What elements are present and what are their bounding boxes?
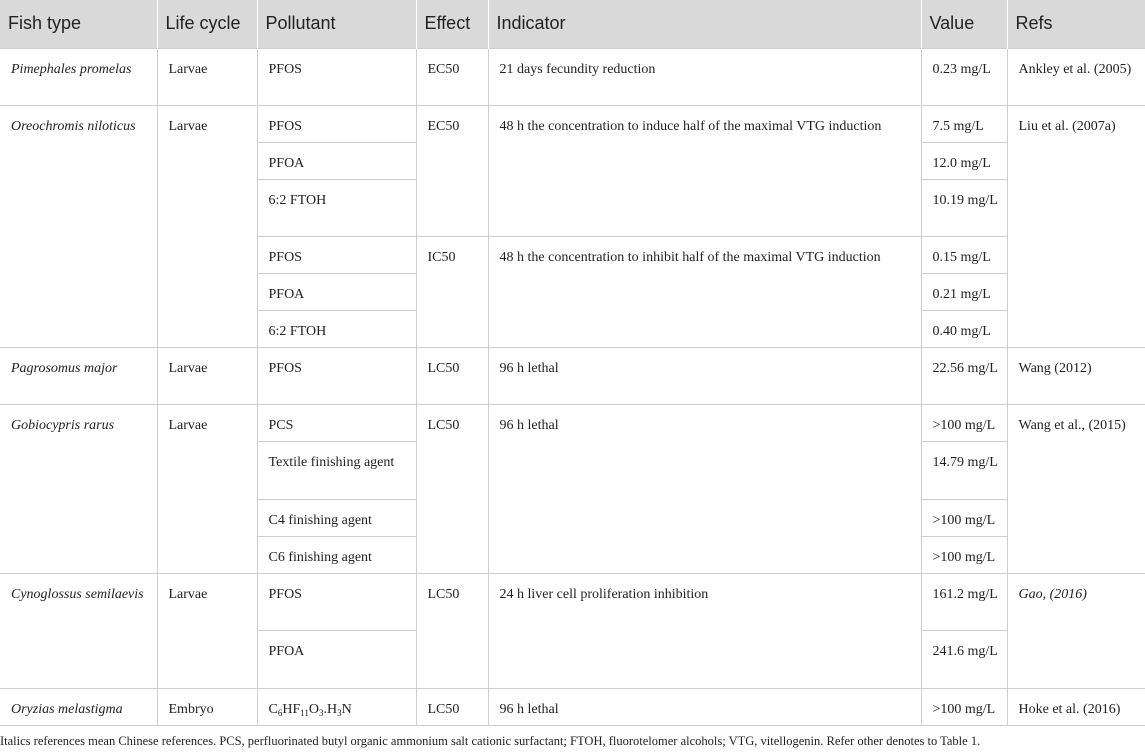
species-cell: Oreochromis niloticus [0, 105, 157, 347]
life-cycle-cell: Larvae [157, 105, 257, 347]
effect-cell: LC50 [416, 404, 488, 573]
table-footnote: Italics references mean Chinese references. PCS, perfluorinated butyl organic ammonium salt cationic surfactant; FTOH, fluorotelomer alcohols; VTG, vitellogenin. Refer other denotes to Table 1. [0, 734, 981, 748]
effect-cell: LC50 [416, 688, 488, 725]
indicator-cell: 96 h lethal [488, 347, 921, 404]
header-pollutant: Pollutant [257, 0, 416, 48]
header-fish-type: Fish type [0, 0, 157, 48]
header-refs: Refs [1007, 0, 1145, 48]
ref-cell: Wang (2012) [1007, 347, 1145, 404]
table-row [0, 347, 1145, 404]
life-cycle-cell: Larvae [157, 347, 257, 404]
value-cell: 7.5 mg/L [921, 105, 1007, 142]
ref-cell: Ankley et al. (2005) [1007, 48, 1145, 105]
species-cell: Pimephales promelas [0, 48, 157, 105]
header-row [0, 0, 1145, 48]
value-cell: 161.2 mg/L [921, 573, 1007, 630]
value-cell: 12.0 mg/L [921, 142, 1007, 179]
pollutant-cell: C6 finishing agent [257, 536, 416, 573]
pollutant-formula-cell: $C_6HF_{11}O_3.H_3N$ [257, 688, 416, 725]
value-cell: 10.19 mg/L [921, 179, 1007, 236]
indicator-cell: 96 h lethal [488, 688, 921, 725]
pollutant-cell: PFOS [257, 48, 416, 105]
table-row [0, 573, 1145, 630]
header-effect: Effect [416, 0, 488, 48]
pollutant-cell: PFOS [257, 347, 416, 404]
life-cycle-cell: Larvae [157, 573, 257, 688]
pollutant-cell: PFOS [257, 105, 416, 142]
table-row [0, 688, 1145, 725]
table-row [0, 105, 1145, 142]
life-cycle-cell: Embryo [157, 688, 257, 725]
value-cell: 0.40 mg/L [921, 310, 1007, 347]
header-value: Value [921, 0, 1007, 48]
value-cell: 0.21 mg/L [921, 273, 1007, 310]
ref-cell: Hoke et al. (2016) [1007, 688, 1145, 725]
value-cell: 14.79 mg/L [921, 441, 1007, 499]
value-cell: 0.15 mg/L [921, 236, 1007, 273]
indicator-cell: 24 h liver cell proliferation inhibition [488, 573, 921, 688]
pollutant-cell: PFOA [257, 273, 416, 310]
value-cell: >100 mg/L [921, 404, 1007, 441]
pollutant-cell: 6:2 FTOH [257, 179, 416, 236]
effect-cell: IC50 [416, 236, 488, 347]
pollutant-cell: PFOS [257, 573, 416, 630]
indicator-cell: 21 days fecundity reduction [488, 48, 921, 105]
life-cycle-cell: Larvae [157, 404, 257, 573]
effect-cell: EC50 [416, 48, 488, 105]
indicator-cell: 48 h the concentration to induce half of the maximal VTG induction [488, 105, 921, 236]
value-cell: 22.56 mg/L [921, 347, 1007, 404]
pollutant-cell: PFOA [257, 630, 416, 688]
species-cell: Pagrosomus major [0, 347, 157, 404]
value-cell: >100 mg/L [921, 499, 1007, 536]
pollutant-cell: C4 finishing agent [257, 499, 416, 536]
value-cell: 241.6 mg/L [921, 630, 1007, 688]
species-cell: Gobiocypris rarus [0, 404, 157, 573]
pollutant-cell: PCS [257, 404, 416, 441]
effect-cell: LC50 [416, 573, 488, 688]
pollutant-cell: PFOS [257, 236, 416, 273]
ref-cell: Wang et al., (2015) [1007, 404, 1145, 573]
life-cycle-cell: Larvae [157, 48, 257, 105]
ref-cell: Gao, (2016) [1007, 573, 1145, 688]
pollutant-cell: PFOA [257, 142, 416, 179]
species-cell: Oryzias melastigma [0, 688, 157, 725]
value-cell: 0.23 mg/L [921, 48, 1007, 105]
indicator-cell: 48 h the concentration to inhibit half of the maximal VTG induction [488, 236, 921, 347]
species-cell: Cynoglossus semilaevis [0, 573, 157, 688]
table-row [0, 48, 1145, 105]
header-indicator: Indicator [488, 0, 921, 48]
pollutant-cell: 6:2 FTOH [257, 310, 416, 347]
value-cell: >100 mg/L [921, 688, 1007, 725]
effect-cell: LC50 [416, 347, 488, 404]
value-cell: >100 mg/L [921, 536, 1007, 573]
pollutant-cell: Textile finishing agent [257, 441, 416, 499]
effect-cell: EC50 [416, 105, 488, 236]
indicator-cell: 96 h lethal [488, 404, 921, 573]
header-life-cycle: Life cycle [157, 0, 257, 48]
table-row [0, 404, 1145, 441]
ref-cell: Liu et al. (2007a) [1007, 105, 1145, 347]
